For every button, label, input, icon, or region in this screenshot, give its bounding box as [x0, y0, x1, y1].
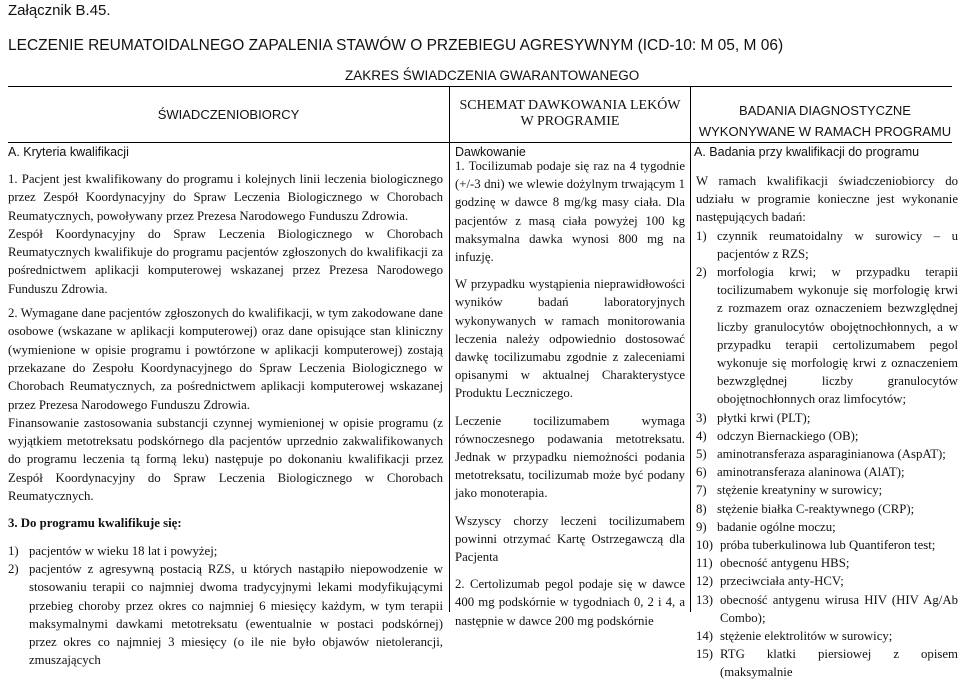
list-item: 10) próba tuberkulinowa lub Quantiferon test;: [696, 538, 936, 553]
list-item: 2) pacjentów z agresywną postacią RZS, u których nastąpiło niepowodzenie w stosowaniu terapii co najmniej dwoma tradycyjnymi lekami modyfikującymi przebieg choroby przez okres co najmniej 6 miesięcy każdym, w tym terapii maksymalnymi dawkami metotreksatu (ewentualnie w postaci podskórnej) przez okres co najmniej 3 miesięcy (o ile nie było objawów nietolerancji, zmuszających: [8, 561, 443, 668]
diagnostics-heading: A. Badania przy kwalifikacji do programu: [694, 145, 920, 159]
header-divider: [8, 142, 952, 143]
list-item: 13) obecność antygenu wirusa HIV (HIV Ag/Ab Combo);: [696, 592, 958, 625]
list-item: 12) przeciwciała anty-HCV;: [696, 574, 844, 589]
paragraph-4: Finansowanie zastosowania substancji czynnej wymienionej w opisie programu (z wyjątkiem metotreksatu podskórnego dla pacjentów uprzednio zakwalifikowanych do programu leczenia tą formą leku) następuje po dokonaniu kwalifikacji przez Zespół Koordynacyjny do Spraw Leczenia Biologicznego w Chorobach Reumatycznych.: [8, 415, 443, 504]
col-header-providers: ŚWIADCZENIOBIORCY: [157, 107, 300, 122]
list-item: 2) morfologia krwi; w przypadku terapii tocilizumabem wykonuje się morfologię krwi z rozmazem oraz oznaczeniem bezwzględnej liczby granulocytów obojętnochłonnych, a w przypadku terapii certolizumabem pegol wykonuje się morfologię krwi z oznaczeniem bezwzględnej liczby granulocytów obojętnochłonnych oraz limfocytów;: [696, 265, 958, 407]
list-item: 1) czynnik reumatoidalny w surowicy – u pacjentów z RZS;: [696, 228, 958, 261]
dosing-column: [455, 157, 685, 630]
paragraph-2: Zespół Koordynacyjny do Spraw Leczenia Biologicznego w Chorobach Reumatycznych kwalifikuje do programu pacjentów zgłoszonych do kwalifikacji za pośrednictwem aplikacji komputerowej wskazanej przez Prezesa Narodowego Funduszu Zdrowia.: [8, 226, 443, 296]
list-item: 8) stężenie białka C-reaktywnego (CRP);: [696, 501, 915, 516]
col-header-diagnostics: BADANIA DIAGNOSTYCZNE WYKONYWANE W RAMACH PROGRAMU: [698, 103, 952, 139]
dosing-paragraph-3: Leczenie tocilizumabem wymaga równoczesnego podawania metotreksatu. Jednak w przypadku niemożności podania metotreksatu, tocilizumab może być podany jako monoterapia.: [455, 413, 685, 501]
dosing-paragraph-5: 2. Certolizumab pegol podaje się w dawce 400 mg podskórnie w tygodniach 0, 2 i 4, a następnie w dawce 200 mg podskórnie: [455, 577, 685, 628]
section-heading: ZAKRES ŚWIADCZENIA GWARANTOWANEGO: [345, 68, 640, 83]
list-item: 4) odczyn Biernackiego (OB);: [696, 428, 859, 443]
paragraph-1: 1. Pacjent jest kwalifikowany do programu i kolejnych linii leczenia biologicznego przez Zespół Koordynacyjny do Spraw Leczenia Biologicznego w Chorobach Reumatycznych, powoływany przez Prezesa Narodowego Funduszu Zdrowia.: [8, 172, 443, 223]
document-title: LECZENIE REUMATOIDALNEGO ZAPALENIA STAWÓW O PRZEBIEGU AGRESYWNYM (ICD-10: M 05, M 06): [8, 37, 784, 54]
list-item: 5) aminotransferaza asparaginianowa (AspAT);: [696, 447, 946, 462]
paragraph-3: 2. Wymagane dane pacjentów zgłoszonych do kwalifikacji, w tym zakodowane dane osobowe (wskazane w aplikacji komputerowej) oraz dane opisujące stan kliniczny (wymienione w opisie programu i powtórzone w aplikacji komputerowej) zostają przekazane do Zespołu Koordynacyjnego do Spraw Leczenia Biologicznego w Chorobach Reumatycznych, za pośrednictwem aplikacji komputerowej wskazanej przez Prezesa Narodowego Funduszu Zdrowia.: [8, 306, 443, 412]
column-divider-2: [690, 86, 691, 612]
diagnostics-intro: W ramach kwalifikacji świadczeniobiorcy do udziału w programie konieczne jest wykonanie następujących badań:: [696, 174, 958, 225]
diagnostics-column: [696, 166, 958, 682]
list-item: 9) badanie ogólne moczu;: [696, 519, 836, 534]
dosing-paragraph-1: 1. Tocilizumab podaje się raz na 4 tygodnie (+/-3 dni) we wlewie dożylnym trwającym 1 godzinę w dawce 8 mg/kg masy ciała. Dla pacjentów z masą ciała powyżej 100 kg maksymalna dawka wynosi 800 mg na infuzję.: [455, 159, 685, 265]
list-item: 11) obecność antygenu HBS;: [696, 556, 850, 571]
list-item: 6) aminotransferaza alaninowa (AlAT);: [696, 465, 905, 480]
list-item: 1) pacjentów w wieku 18 lat i powyżej;: [8, 543, 218, 558]
dosing-paragraph-2: W przypadku wystąpienia nieprawidłowości wyników badań laboratoryjnych wykonywanych w ramach monitorowania leczenia należy odpowiednio dostosować dawkę tocilizumabu zgodnie z zaleceniami opisanymi w aktualnej Charakterystyce Produktu Leczniczego.: [455, 277, 685, 401]
table-top-border: [8, 86, 952, 87]
qualification-list: [8, 542, 443, 670]
list-item: 14) stężenie elektrolitów w surowicy;: [696, 629, 893, 644]
paragraph-5: 3. Do programu kwalifikuje się:: [8, 516, 182, 531]
attachment-label: Załącznik B.45.: [8, 2, 111, 19]
list-item: 15) RTG klatki piersiowej z opisem (maksymalnie: [696, 647, 958, 680]
providers-column: [8, 170, 443, 670]
dosing-paragraph-4: Wszyscy chorzy leczeni tocilizumabem powinni otrzymać Kartę Ostrzegawczą dla Pacjenta: [455, 513, 685, 565]
column-divider-1: [449, 86, 450, 612]
list-item: 7) stężenie kreatyniny w surowicy;: [696, 483, 883, 498]
list-item: 3) płytki krwi (PLT);: [696, 410, 811, 425]
qualification-criteria-heading: A. Kryteria kwalifikacji: [8, 145, 129, 159]
dosing-heading: Dawkowanie: [455, 145, 526, 159]
col-header-dosing: SCHEMAT DAWKOWANIA LEKÓW W PROGRAMIE: [459, 98, 681, 129]
diagnostics-list: [696, 227, 958, 682]
